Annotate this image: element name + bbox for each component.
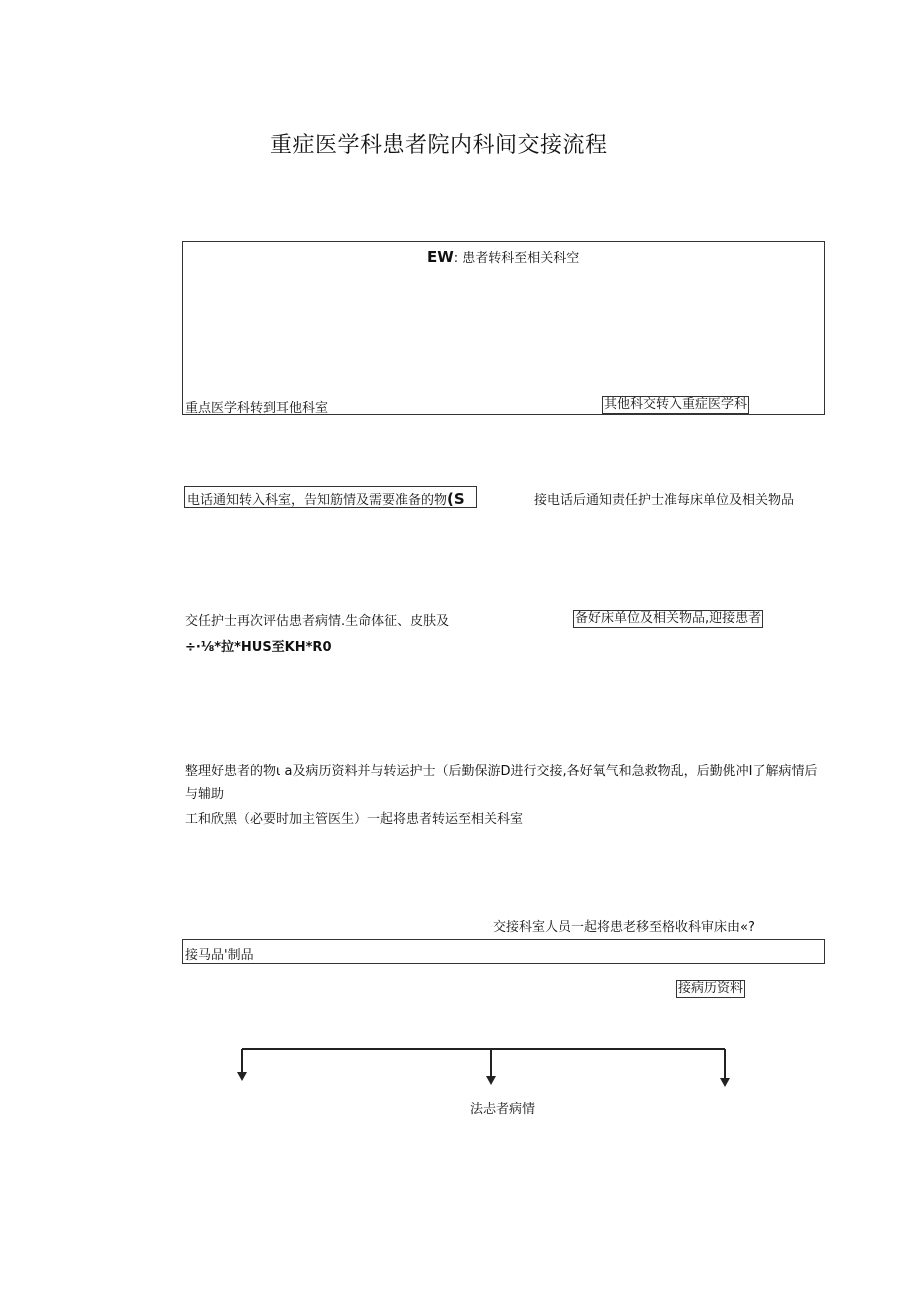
branch-arrows — [230, 1040, 740, 1100]
receive-records-label: 接病历资料 — [678, 981, 744, 996]
overview-header-text: : 患者转科至相关科空 — [453, 251, 580, 266]
overview-header-bold: EW — [427, 248, 454, 266]
receive-items-label: 接马品'制品 — [185, 948, 254, 963]
branch-icu-out: 重点医学科转到耳他科室 — [185, 401, 329, 416]
page-title: 重症医学科患者院内科间交接流程 — [270, 133, 608, 158]
move-patient-step: 交接科室人员一起将患老移至格收科审床由«? — [493, 920, 755, 935]
handover-line1: 整理好患者的物ι a及病历资料并与转运护士（后勤保游D进行交接,各好氧气和急救物乱，后勤佻冲I了解病情后 — [185, 764, 818, 779]
prepare-bed-step: 备好床单位及相关物品,迎接患者 — [575, 611, 762, 626]
transfer-overview-box — [182, 241, 825, 415]
handover-line2: 与辅助 — [185, 787, 225, 802]
handover-line3: 工和欣黑（必要时加主管医生）一起将患者转运至相关科室 — [185, 812, 524, 827]
reassess-step-line1: 交任护士再次评估患者病情.生命体征、皮肤及 — [185, 614, 450, 629]
branch-connector-lines — [242, 1049, 725, 1082]
arrow-down-icon — [486, 1076, 496, 1085]
arrow-down-icon — [237, 1072, 247, 1081]
arrow-down-icon — [720, 1078, 730, 1087]
receive-items-box — [182, 939, 825, 964]
overview-header — [427, 247, 579, 266]
notify-step-text: 电话通知转入科室，告知筋情及需要准备的物 — [187, 493, 448, 508]
branch-icu-in: 其他科交转入重症医学科 — [604, 397, 748, 412]
notify-step-box — [184, 486, 477, 508]
reassess-step-line2: ÷·⅛*拉*HUS至KH*R0 — [185, 640, 332, 655]
receive-call-step: 接电话后通知责任护士准每床单位及相关物品 — [534, 493, 795, 508]
assess-condition-label: 法忐者病情 — [470, 1102, 536, 1117]
notify-step-tail: (S — [447, 490, 465, 508]
